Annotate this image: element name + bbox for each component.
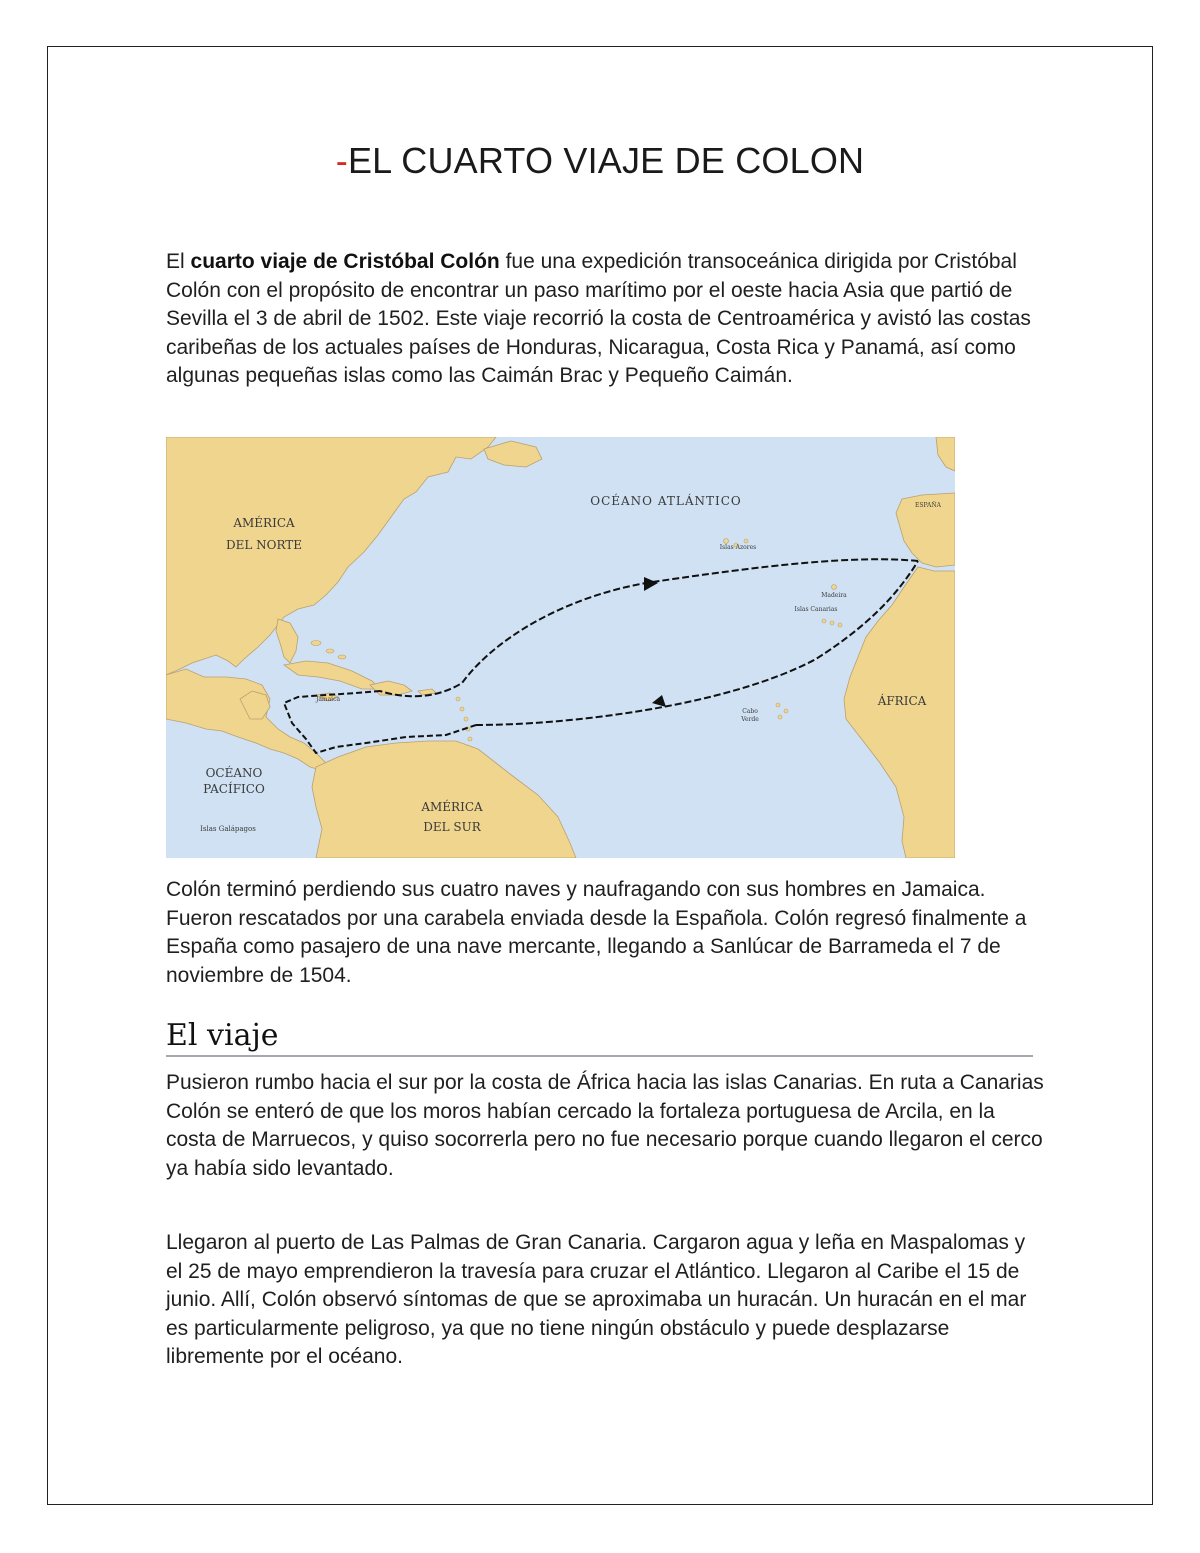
- intro-prefix: El: [166, 250, 191, 273]
- intro-paragraph: [166, 248, 1046, 391]
- label-galapagos: Islas Galápagos: [200, 825, 256, 833]
- label-south-america-2: DEL SUR: [423, 820, 481, 834]
- page-title: [0, 140, 1200, 182]
- voyage-map: [166, 437, 955, 858]
- label-jamaica: Jamaica: [315, 696, 341, 703]
- title-dash: -: [335, 140, 348, 181]
- label-ocean-pacific-2: PACÍFICO: [203, 782, 265, 796]
- intro-bold-term: cuarto viaje de Cristóbal Colón: [190, 250, 500, 273]
- label-azores: Islas Azores: [719, 544, 757, 551]
- label-north-america-1: AMÉRICA: [233, 516, 295, 530]
- label-ocean-pacific-1: OCÉANO: [205, 766, 263, 780]
- title-text: EL CUARTO VIAJE DE COLON: [347, 140, 865, 181]
- label-madeira: Madeira: [821, 592, 847, 599]
- label-cabo-verde-1: Cabo: [742, 708, 758, 715]
- intro-body: fue una expedición transoceánica dirigida por Cristóbal Colón con el propósito de encontrar un paso marítimo por el oeste hacia Asia que partió de Sevilla el 3 de abril de 1502. Este viaje recorrió la costa de Centroamérica y avistó las costas caribeñas de los actuales países de Honduras, Nicaragua, Costa Rica y Panamá, así como algunas pequeñas islas como las Caimán Brac y Pequeño Caimán.: [166, 250, 1031, 388]
- land-madeira: [832, 585, 837, 590]
- shipwreck-paragraph: Colón terminó perdiendo sus cuatro naves y naufragando con sus hombres en Jamaica. Fueron rescatados por una carabela enviada desde la Española. Colón regresó finalmente a España como pasajero de una nave mercante, llegando a Sanlúcar de Barrameda el 7 de noviembre de 1504.: [166, 878, 1027, 987]
- section-heading-el-viaje: El viaje: [166, 1018, 1033, 1057]
- voyage-map-svg: [166, 437, 955, 858]
- label-canarias: Islas Canarias: [794, 606, 838, 613]
- viaje-paragraph-1: Pusieron rumbo hacia el sur por la costa de África hacia las islas Canarias. En ruta a Canarias Colón se enteró de que los moros habían cercado la fortaleza portuguesa de Arcila, en la costa de Marruecos, y quiso socorrerla pero no fue necesario porque cuando llegaron el cerco ya había sido levantado.: [166, 1071, 1044, 1180]
- label-africa: ÁFRICA: [877, 694, 927, 708]
- label-cabo-verde-2: Verde: [741, 716, 759, 723]
- viaje-paragraph-2: Llegaron al puerto de Las Palmas de Gran Canaria. Cargaron agua y leña en Maspalomas y el 25 de mayo emprendieron la travesía para cruzar el Atlántico. Llegaron al Caribe el 15 de junio. Allí, Colón observó síntomas de que se aproximaba un huracán. Un huracán en el mar es particularmente peligroso, ya que no tiene ningún obstáculo y puede desplazarse libremente por el océano.: [166, 1231, 1027, 1369]
- label-north-america-2: DEL NORTE: [225, 538, 303, 552]
- label-south-america-1: AMÉRICA: [421, 800, 483, 814]
- label-spain: ESPAÑA: [915, 502, 941, 509]
- label-ocean-atlantic: OCÉANO ATLÁNTICO: [590, 494, 742, 508]
